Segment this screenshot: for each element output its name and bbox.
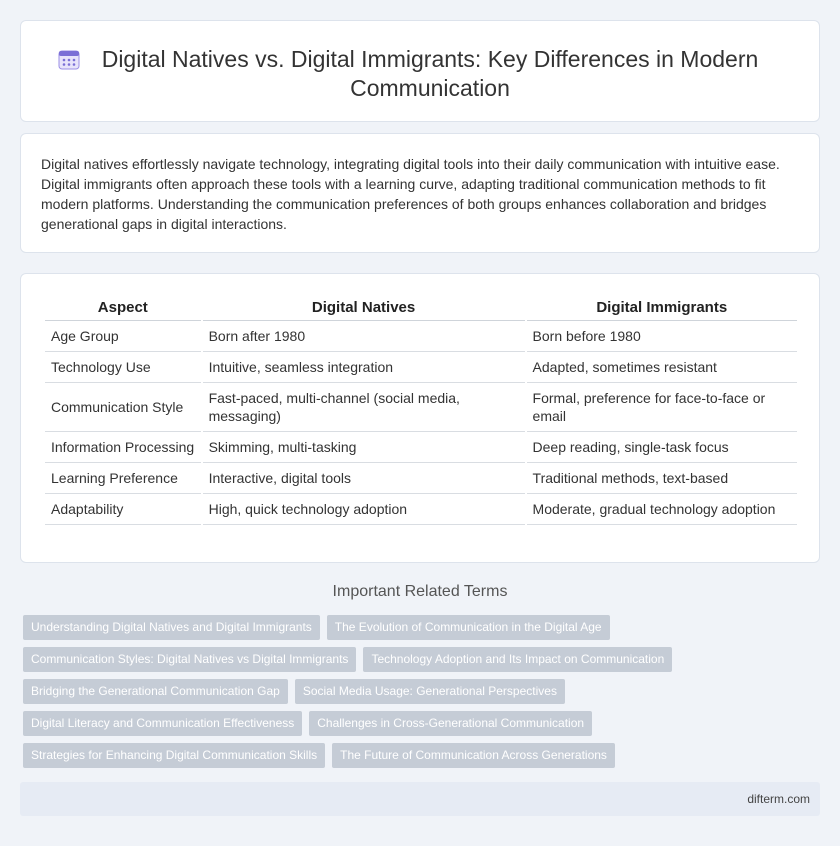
related-terms-list <box>23 615 803 775</box>
footer-bar <box>20 782 820 816</box>
comparison-table <box>43 296 799 525</box>
related-term-link[interactable]: The Evolution of Communication in the Digital Age <box>327 615 610 640</box>
footer-site-link[interactable]: difterm.com <box>747 792 810 806</box>
related-term-link[interactable]: Strategies for Enhancing Digital Communication Skills <box>23 743 325 768</box>
related-term-link[interactable]: Digital Literacy and Communication Effectiveness <box>23 711 302 736</box>
header-card <box>20 20 820 122</box>
table-cell: Adapted, sometimes resistant <box>527 352 797 383</box>
related-term-link[interactable]: Communication Styles: Digital Natives vs Digital Immigrants <box>23 647 356 672</box>
table-row <box>45 494 797 525</box>
table-cell: Moderate, gradual technology adoption <box>527 494 797 525</box>
table-cell: Intuitive, seamless integration <box>203 352 525 383</box>
related-terms-heading: Important Related Terms <box>332 583 508 600</box>
table-row <box>45 383 797 432</box>
table-cell: Age Group <box>45 321 201 352</box>
intro-paragraph: Digital natives effortlessly navigate technology, integrating digital tools into their daily communication with intuitive ease. Digital immigrants often approach these tools with a learning curve, adapting traditional communication methods to fit modern platforms. Understanding the communication preferences of both groups enhances collaboration and bridges generational gaps in digital interactions. <box>41 156 780 232</box>
table-cell: Fast-paced, multi-channel (social media, messaging) <box>203 383 525 432</box>
table-cell: High, quick technology adoption <box>203 494 525 525</box>
comparison-table-card <box>20 273 820 563</box>
related-term-link[interactable]: Understanding Digital Natives and Digital Immigrants <box>23 615 320 640</box>
related-term-link[interactable]: The Future of Communication Across Generations <box>332 743 615 768</box>
related-term-link[interactable]: Bridging the Generational Communication Gap <box>23 679 288 704</box>
intro-card <box>20 133 820 253</box>
table-cell: Skimming, multi-tasking <box>203 432 525 463</box>
column-header-digital-natives: Digital Natives <box>203 296 525 321</box>
related-term-link[interactable]: Challenges in Cross-Generational Communication <box>309 711 592 736</box>
table-cell: Traditional methods, text-based <box>527 463 797 494</box>
table-cell: Technology Use <box>45 352 201 383</box>
table-cell: Learning Preference <box>45 463 201 494</box>
related-term-link[interactable]: Technology Adoption and Its Impact on Communication <box>363 647 672 672</box>
table-row <box>45 463 797 494</box>
page-title: Digital Natives vs. Digital Immigrants: Key Differences in Modern Communication <box>101 46 759 101</box>
related-term-link[interactable]: Social Media Usage: Generational Perspectives <box>295 679 565 704</box>
table-cell: Communication Style <box>45 383 201 432</box>
table-cell: Formal, preference for face-to-face or email <box>527 383 797 432</box>
table-cell: Born before 1980 <box>527 321 797 352</box>
table-cell: Deep reading, single-task focus <box>527 432 797 463</box>
table-row <box>45 352 797 383</box>
table-cell: Information Processing <box>45 432 201 463</box>
column-header-digital-immigrants: Digital Immigrants <box>527 296 797 321</box>
table-cell: Interactive, digital tools <box>203 463 525 494</box>
column-header-aspect: Aspect <box>45 296 201 321</box>
table-cell: Adaptability <box>45 494 201 525</box>
table-row <box>45 432 797 463</box>
table-header-row <box>45 296 797 321</box>
table-cell: Born after 1980 <box>203 321 525 352</box>
table-row <box>45 321 797 352</box>
